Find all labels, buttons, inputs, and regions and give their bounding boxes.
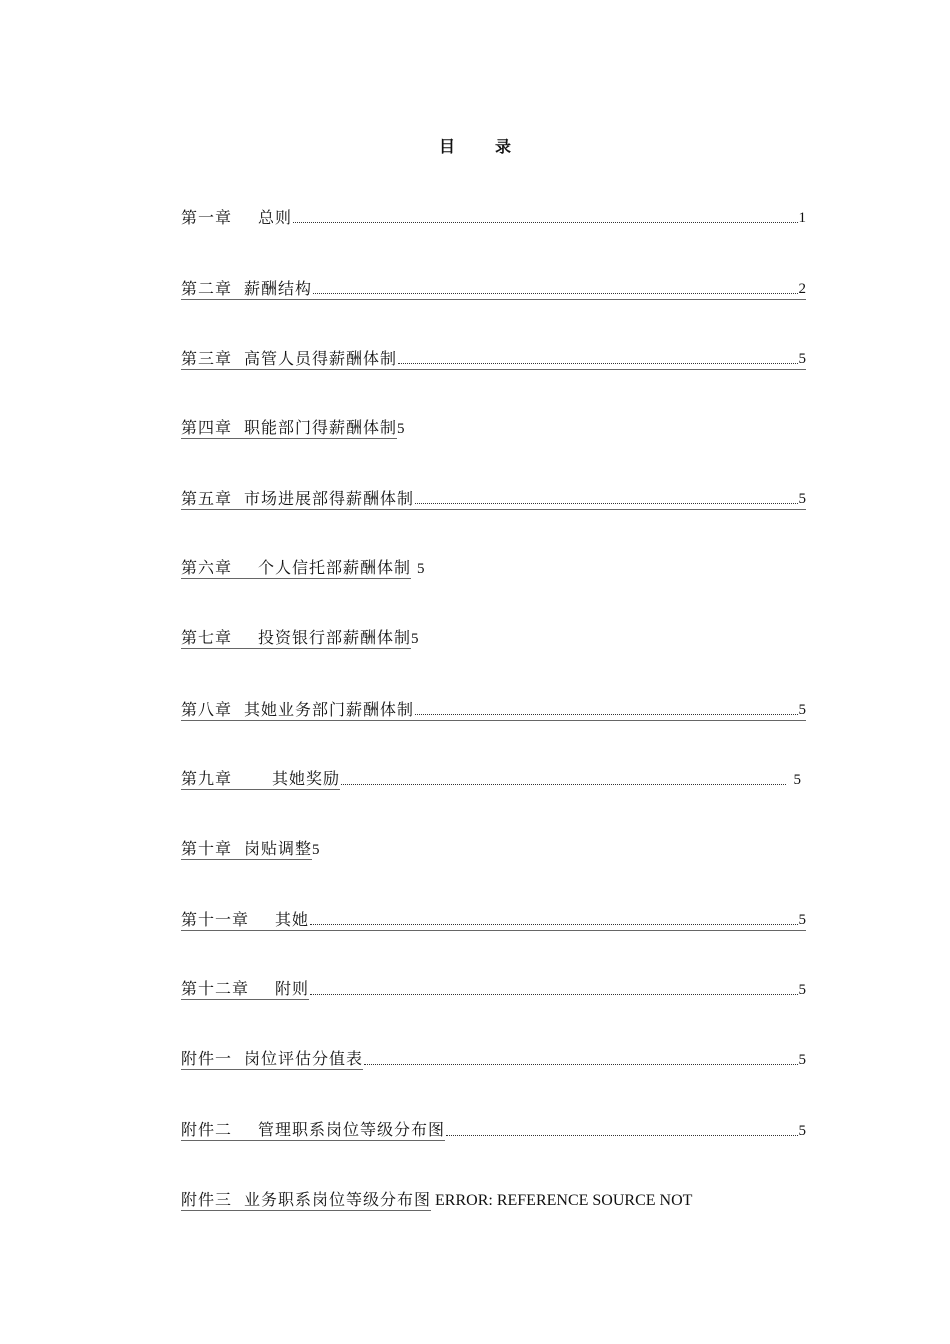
toc-page-number: 5 [411, 631, 419, 647]
toc-chapter: 附件三 [181, 1190, 233, 1209]
toc-entry[interactable] [181, 1046, 806, 1070]
toc-name: 业务职系岗位等级分布图 [244, 1190, 432, 1209]
toc-entry[interactable] [181, 625, 419, 649]
toc-entry[interactable] [181, 555, 425, 579]
toc-chapter: 第十章 [181, 839, 233, 858]
toc-chapter: 第十二章 [181, 979, 250, 998]
toc-entry[interactable] [181, 696, 806, 721]
toc-chapter: 第十一章 [181, 910, 250, 929]
dot-leader [341, 784, 785, 785]
toc-name: 投资银行部薪酬体制 [258, 628, 412, 647]
toc-entry[interactable] [181, 906, 806, 931]
toc-name: 个人信托部薪酬体制 [258, 558, 412, 577]
toc-page-number: 5 [798, 1123, 806, 1139]
toc-entry[interactable] [181, 275, 806, 300]
toc-page-number: 5 [417, 561, 425, 577]
toc-entry[interactable] [181, 204, 806, 228]
toc-entry[interactable] [181, 485, 806, 510]
toc-chapter: 第九章 [181, 769, 233, 788]
toc-title-right: 录 [495, 137, 512, 156]
dot-leader [310, 994, 797, 995]
toc-page-number: 5 [798, 702, 806, 718]
toc-name: 岗贴调整 [244, 839, 313, 858]
toc-name: 高管人员得薪酬体制 [244, 349, 398, 368]
toc-page-number: 5 [798, 982, 806, 998]
toc-chapter: 第四章 [181, 418, 233, 437]
toc-name: 其她业务部门薪酬体制 [244, 700, 415, 719]
toc-page-number: 2 [798, 281, 806, 297]
toc-entry[interactable] [181, 1187, 692, 1211]
toc-entry[interactable] [181, 766, 801, 790]
toc-page-number: 5 [798, 491, 806, 507]
toc-page-number: 5 [798, 351, 806, 367]
toc-entry[interactable] [181, 415, 405, 439]
toc-entry[interactable] [181, 836, 320, 860]
toc-name: 其她 [275, 910, 310, 929]
toc-name: 职能部门得薪酬体制 [244, 418, 398, 437]
toc-chapter: 第二章 [181, 279, 233, 298]
toc-chapter: 第八章 [181, 700, 233, 719]
toc-name: 岗位评估分值表 [244, 1049, 364, 1068]
toc-title-left: 目 [438, 137, 455, 156]
toc-entry[interactable] [181, 345, 806, 370]
toc-name: 管理职系岗位等级分布图 [258, 1120, 446, 1139]
toc-name: 薪酬结构 [244, 279, 313, 298]
dot-leader [364, 1064, 797, 1065]
toc-name: 其她奖励 [272, 769, 341, 788]
reference-error-text: ERROR: REFERENCE SOURCE NOT [435, 1192, 693, 1209]
toc-chapter: 第一章 [181, 208, 233, 227]
dot-leader [293, 222, 797, 223]
toc-page-number: 1 [798, 210, 806, 226]
toc-chapter: 第六章 [181, 558, 233, 577]
toc-chapter: 第七章 [181, 628, 233, 647]
toc-chapter: 附件二 [181, 1120, 233, 1139]
toc-page-number: 5 [312, 842, 320, 858]
toc-name: 总则 [258, 208, 293, 227]
toc-name: 附则 [275, 979, 310, 998]
toc-entry[interactable] [181, 1117, 806, 1141]
toc-name: 市场进展部得薪酬体制 [244, 489, 415, 508]
toc-page-number: 5 [397, 421, 405, 437]
toc-chapter: 第三章 [181, 349, 233, 368]
dot-leader [398, 363, 797, 364]
toc-page-number: 5 [798, 912, 806, 928]
toc-page-number: 5 [793, 772, 801, 788]
dot-leader [310, 924, 797, 925]
dot-leader [415, 503, 797, 504]
toc-chapter: 第五章 [181, 489, 233, 508]
toc-title [0, 134, 950, 157]
toc-entry[interactable] [181, 976, 806, 1000]
toc-page-number: 5 [798, 1052, 806, 1068]
dot-leader [446, 1135, 797, 1136]
toc-chapter: 附件一 [181, 1049, 233, 1068]
dot-leader [313, 293, 797, 294]
dot-leader [415, 714, 797, 715]
